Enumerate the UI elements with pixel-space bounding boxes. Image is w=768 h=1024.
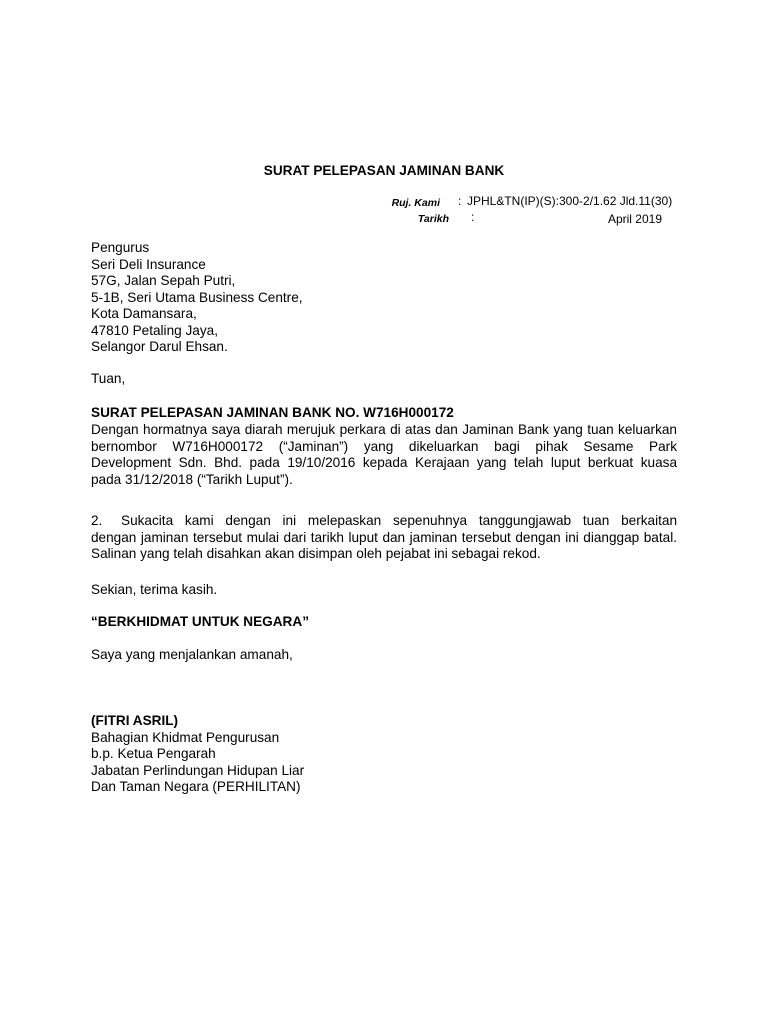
paragraph-line: Development Sdn. Bhd. pada 19/10/2016 kepada Kerajaan yang telah luput berkuat kuasa xyxy=(91,455,677,470)
reference-number: JPHL&TN(IP)(S):300-2/1.62 Jld.11(30) xyxy=(467,194,673,208)
paragraph-2 xyxy=(91,513,677,563)
letter-subject: SURAT PELEPASAN JAMINAN BANK NO. W716H000172 xyxy=(91,405,454,420)
paragraph-line: pada 31/12/2018 (“Tarikh Luput”). xyxy=(91,471,293,487)
paragraph-line-text: Sukacita kami dengan ini melepaskan sepenuhnya tanggungjawab tuan berkaitan xyxy=(121,513,677,528)
address-line: Pengurus xyxy=(91,240,150,255)
recipient-address xyxy=(91,240,677,356)
paragraph-line: bernombor W716H000172 (“Jaminan”) yang dikeluarkan bagi pihak Sesame Park xyxy=(91,438,677,454)
reference-colon: : xyxy=(458,194,462,208)
signatory-line: Bahagian Khidmat Pengurusan xyxy=(91,729,280,745)
sign-off: Saya yang menjalankan amanah, xyxy=(91,647,293,662)
closing-remark: Sekian, terima kasih. xyxy=(91,582,218,597)
salutation: Tuan, xyxy=(91,371,126,386)
motto: “BERKHIDMAT UNTUK NEGARA” xyxy=(91,614,309,629)
paragraph-1 xyxy=(91,422,677,488)
signatory-line: Dan Taman Negara (PERHILITAN) xyxy=(91,779,301,794)
signatory-name: (FITRI ASRIL) xyxy=(91,713,179,728)
date-colon: : xyxy=(471,210,475,224)
address-line: 57G, Jalan Sepah Putri, xyxy=(91,273,236,288)
paragraph-line: Salinan yang telah disahkan akan disimpan oleh pejabat ini sebagai rekod. xyxy=(91,546,541,561)
date-label: Tarikh xyxy=(417,213,449,225)
address-line: Selangor Darul Ehsan. xyxy=(91,339,228,354)
address-line: Kota Damansara, xyxy=(91,306,197,321)
address-line: 5-1B, Seri Utama Business Centre, xyxy=(91,289,303,305)
paragraph-line: Dengan hormatnya saya diarah merujuk perkara di atas dan Jaminan Bank yang tuan keluarkan xyxy=(91,422,677,437)
address-line: Seri Deli Insurance xyxy=(91,256,206,272)
address-line: 47810 Petaling Jaya, xyxy=(91,322,218,338)
paragraph-line xyxy=(91,513,677,530)
paragraph-number: 2. xyxy=(91,513,103,528)
signatory-line: Jabatan Perlindungan Hidupan Liar xyxy=(91,762,305,778)
letter-title: SURAT PELEPASAN JAMINAN BANK xyxy=(263,163,505,178)
signatory-block xyxy=(91,713,677,796)
signatory-line: b.p. Ketua Pengarah xyxy=(91,746,216,761)
reference-label: Ruj. Kami xyxy=(391,197,440,209)
date-value: April 2019 xyxy=(607,212,662,226)
paragraph-line: dengan jaminan tersebut mulai dari tarikh luput dan jaminan tersebut dengan ini dianggap batal. xyxy=(91,529,677,545)
